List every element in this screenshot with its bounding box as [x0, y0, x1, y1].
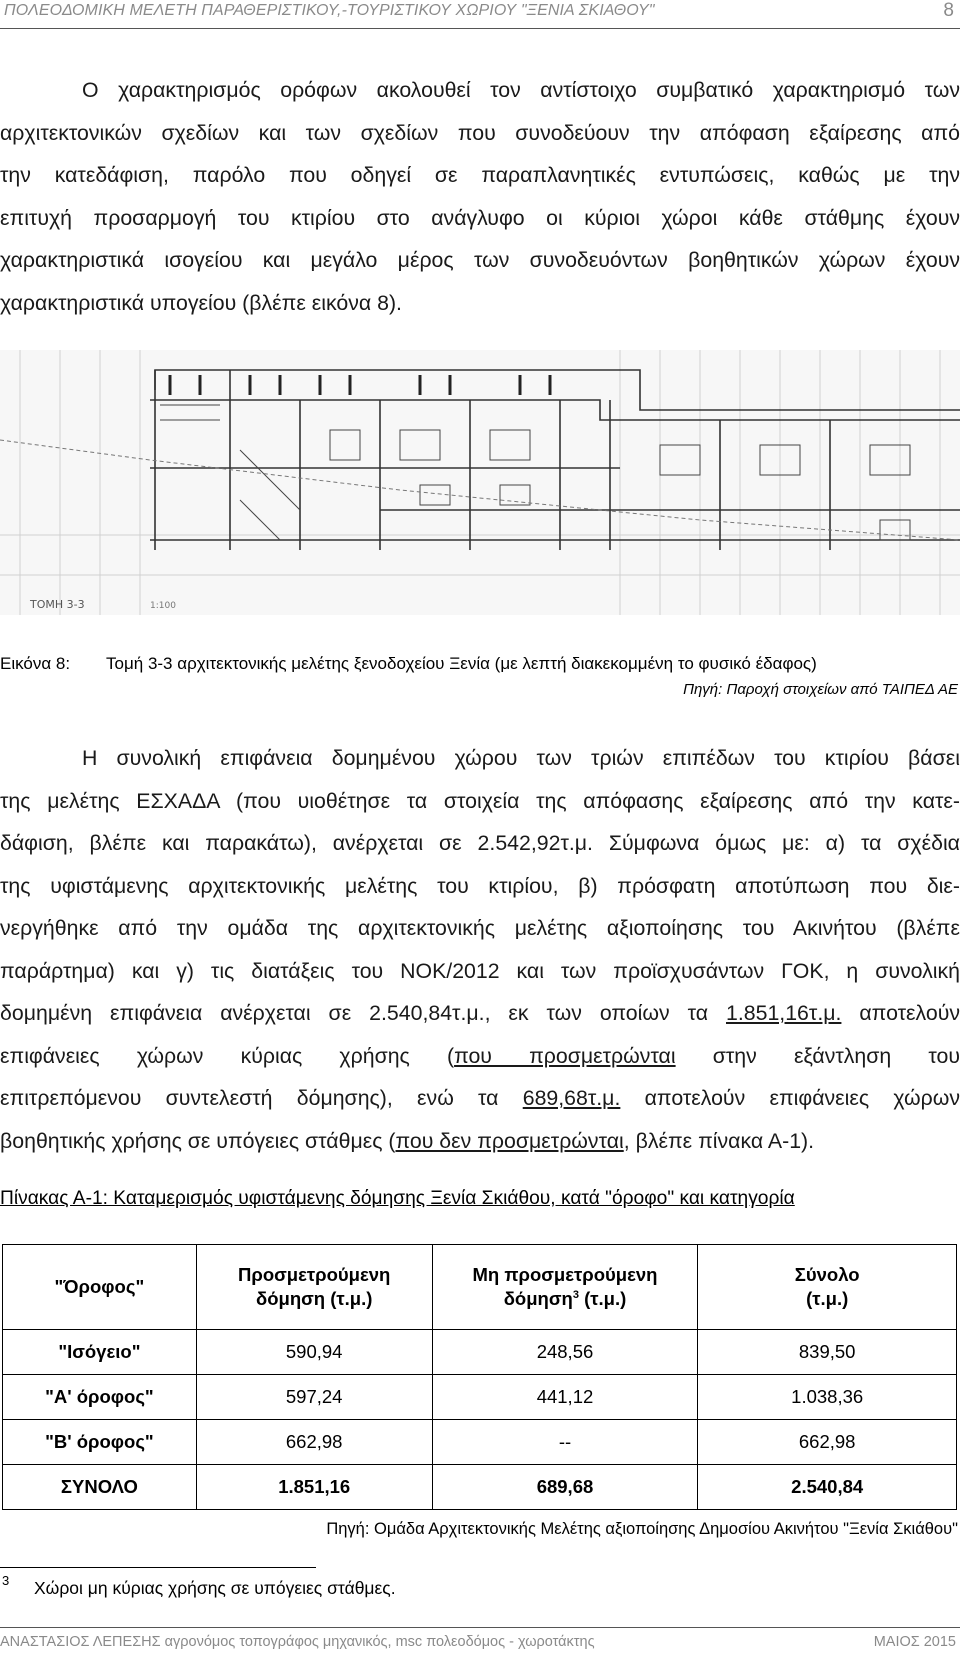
intro-line: χαρακτηριστικά ισογείου και μεγάλο μέρος των συνοδευόντων βοηθητικών χώρων έχουν — [0, 248, 960, 272]
cell-not-counted: -- — [432, 1420, 698, 1465]
area-line — [0, 992, 960, 1035]
page-number: 8 — [943, 0, 954, 21]
area-line: της μελέτης ΕΣΧΑΔΑ (που υιοθέτησε τα στοιχεία της απόφασης εξαίρεσης από την κατε- — [0, 788, 960, 813]
intro-line: την κατεδάφιση, παρόλο που οδηγεί σε παραπλανητικές εντυπώσεις, καθώς με την — [0, 163, 960, 187]
underlined-phrase: που δεν προσμετρώνται — [395, 1128, 624, 1153]
underlined-value: 1.851,16τ.μ. — [726, 1001, 842, 1025]
text-run: αποτελούν επιφάνειες χώρων — [620, 1086, 960, 1110]
table-source: Πηγή: Ομάδα Αρχιτεκτονικής Μελέτης αξιοποίησης Δημοσίου Ακινήτου "Ξενία Σκιάθου" — [326, 1520, 958, 1538]
area-line — [0, 1120, 960, 1163]
page-header — [0, 0, 960, 29]
header-title: ΠΟΛΕΟΔΟΜΙΚΗ ΜΕΛΕΤΗ ΠΑΡΑΘΕΡΙΣΤΙΚΟΥ,-ΤΟΥΡΙΣΤΙΚΟΥ ΧΩΡΙΟΥ "ΞΕΝΙΑ ΣΚΙΑΘΟΥ" — [4, 2, 655, 19]
table-header-row — [3, 1245, 957, 1330]
cell-counted: 662,98 — [196, 1420, 432, 1465]
cell-counted: 590,94 — [196, 1330, 432, 1375]
text-run: , βλέπε πίνακα Α-1). — [623, 1128, 815, 1153]
section-drawing — [0, 350, 960, 615]
footnote-number: 3 — [2, 1573, 10, 1588]
cell-total: 839,50 — [698, 1330, 957, 1375]
footnote-divider — [0, 1567, 316, 1568]
text-run: στην εξάντληση του — [675, 1043, 960, 1068]
text-run: επιτρεπόμενου συντελεστή δόμησης), ενώ τα — [0, 1086, 523, 1110]
cell-floor: "Ισόγειο" — [3, 1330, 197, 1375]
header-total: Σύνολο (τ.μ.) — [698, 1245, 957, 1330]
header-not-counted: Μη προσμετρούμενη δόμηση$^3$ (τ.μ.) — [432, 1245, 698, 1330]
text-run: βοηθητικής χρήσης σε υπόγειες στάθμες ( — [0, 1128, 396, 1153]
area-line: νεργήθηκε από την ομάδα της αρχιτεκτονικής μελέτης αξιοποίησης του Ακινήτου (βλέπε — [0, 916, 960, 940]
area-line: της υφιστάμενης αρχιτεκτονικής μελέτης του κτιρίου, β) πρόσφατη αποτύπωση που διε- — [0, 873, 960, 898]
section-label: ΤΟΜΗ 3-3 — [30, 598, 85, 611]
cell-not-counted: 441,12 — [432, 1375, 698, 1420]
table-row — [3, 1375, 957, 1420]
text-run: αποτελούν — [841, 1001, 960, 1025]
footnote-ref: 3 — [572, 1288, 579, 1301]
area-line: δάφιση, βλέπε και παρακάτω), ανέρχεται σε 2.542,92τ.μ. Σύμφωνα όμως με: α) τα σχέδια — [0, 831, 960, 855]
intro-line: επιτυχή προσαρμογή του κτιρίου στο ανάγλυφο οι κύριοι χώροι κάθε στάθμης έχουν — [0, 205, 960, 230]
figure-caption-text: Τομή 3-3 αρχιτεκτονικής μελέτης ξενοδοχείου Ξενία (με λεπτή διακεκομμένη το φυσικό έδαφος) — [106, 654, 817, 673]
floor-area-table — [2, 1244, 957, 1510]
cell-total: 662,98 — [698, 1420, 957, 1465]
cell-counted: 1.851,16 — [196, 1465, 432, 1510]
intro-line: Ο χαρακτηρισμός ορόφων ακολουθεί τον αντίστοιχο συμβατικό χαρακτηρισμό των — [82, 78, 960, 102]
cell-total: 2.540,84 — [698, 1465, 957, 1510]
area-line: Η συνολική επιφάνεια δομημένου χώρου των τριών επιπέδων του κτιρίου βάσει — [82, 746, 960, 770]
area-line — [0, 1035, 960, 1078]
scale-label: 1:100 — [150, 601, 176, 611]
table-row — [3, 1330, 957, 1375]
page-footer — [0, 1627, 960, 1654]
footer-author: ΑΝΑΣΤΑΣΙΟΣ ΛΕΠΕΣΗΣ αγρονόμος τοπογράφος μηχανικός, msc πολεοδόμος - χωροτάκτης — [0, 1634, 595, 1650]
table-total-row — [3, 1465, 957, 1510]
cell-floor: "Β' όροφος" — [3, 1420, 197, 1465]
header-floor: "Όροφος" — [3, 1245, 197, 1330]
underlined-phrase: που προσμετρώνται — [454, 1043, 676, 1068]
cell-floor: ΣΥΝΟΛΟ — [3, 1465, 197, 1510]
cell-floor: "Α' όροφος" — [3, 1375, 197, 1420]
underlined-value: 689,68τ.μ. — [522, 1086, 621, 1110]
cell-not-counted: 248,56 — [432, 1330, 698, 1375]
figure-caption-label: Εικόνα 8: — [0, 654, 71, 673]
table-title: Πίνακας Α-1: Καταμερισμός υφιστάμενης δόμησης Ξενία Σκιάθου, κατά "όροφο" και κατηγορία — [0, 1188, 795, 1209]
area-line: παράρτημα) και γ) τις διατάξεις του ΝΟΚ/2012 και των προϊσχυσάντων ΓΟΚ, η συνολική — [0, 958, 960, 983]
intro-line: αρχιτεκτονικών σχεδίων και των σχεδίων που συνοδεύουν την απόφαση εξαίρεσης από — [0, 120, 960, 145]
text-run: δομημένη επιφάνεια ανέρχεται σε 2.540,84τ.μ., εκ των οποίων τα — [0, 1001, 726, 1025]
architectural-section-image — [0, 350, 960, 615]
cell-not-counted: 689,68 — [432, 1465, 698, 1510]
cell-total: 1.038,36 — [698, 1375, 957, 1420]
footer-date: ΜΑΙΟΣ 2015 — [873, 1634, 956, 1650]
header-counted: Προσμετρούμενη δόμηση (τ.μ.) — [196, 1245, 432, 1330]
table-row — [3, 1420, 957, 1465]
text-run: επιφάνειες χώρων κύριας χρήσης ( — [0, 1043, 455, 1068]
figure-source: Πηγή: Παροχή στοιχείων από ΤΑΙΠΕΔ ΑΕ — [683, 681, 958, 698]
area-paragraph — [0, 737, 960, 1162]
area-line — [0, 1077, 960, 1120]
footnote-text: Χώροι μη κύριας χρήσης σε υπόγειες στάθμες. — [34, 1578, 396, 1598]
intro-line: χαρακτηριστικά υπογείου (βλέπε εικόνα 8). — [0, 290, 402, 315]
cell-counted: 597,24 — [196, 1375, 432, 1420]
intro-paragraph — [0, 69, 960, 324]
